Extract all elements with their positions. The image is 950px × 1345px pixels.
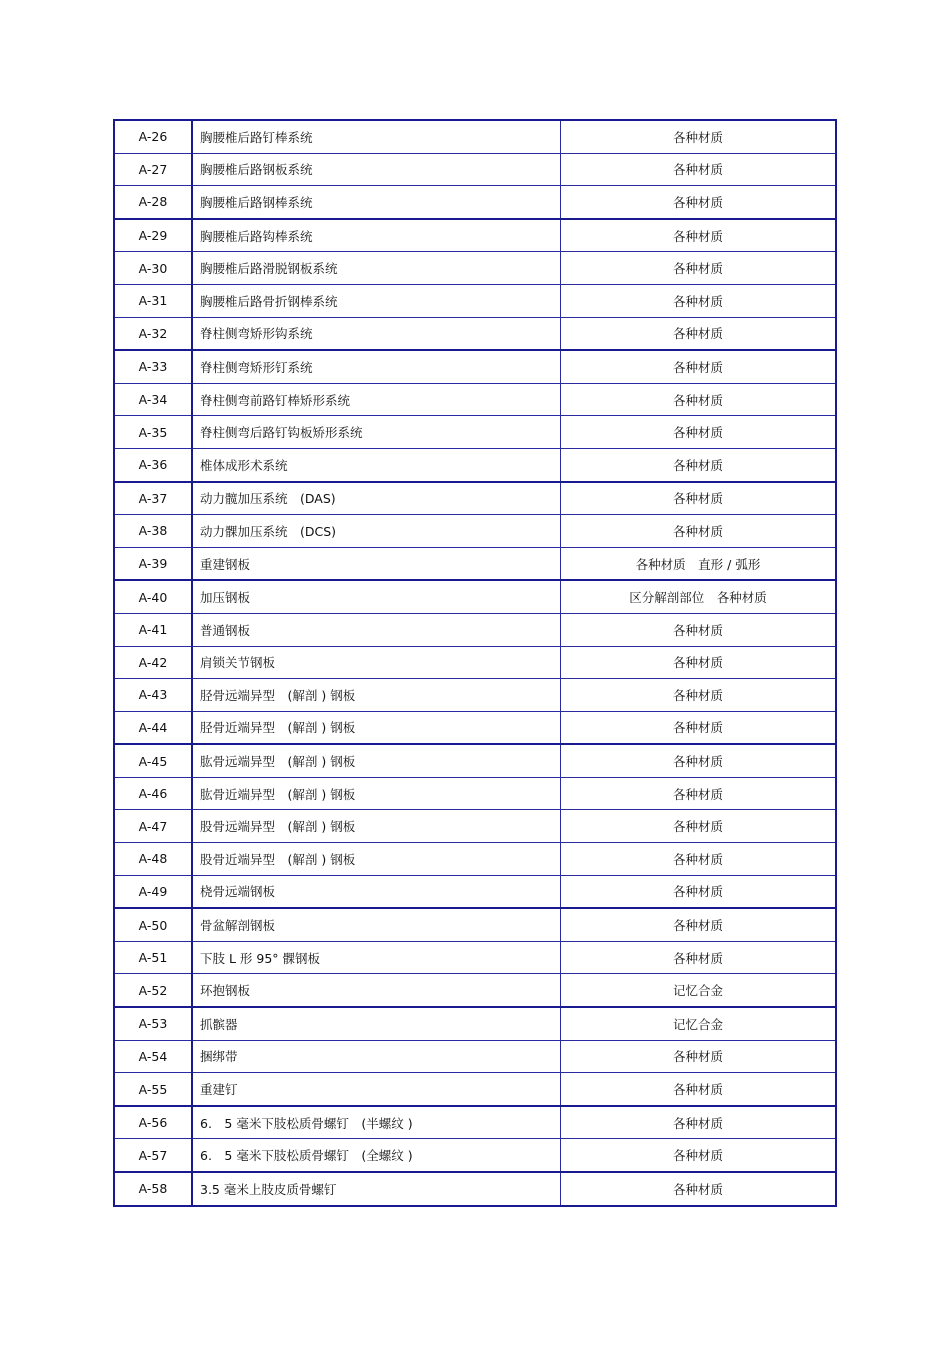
material-cell: 各种材质 [561,744,837,777]
material-cell: 各种材质 [561,810,837,843]
material-cell: 各种材质 [561,383,837,416]
code-cell: A-40 [114,580,192,613]
material-cell: 各种材质 [561,252,837,285]
code-cell: A-54 [114,1040,192,1073]
name-cell: 肱骨近端异型 (解剖 ) 钢板 [192,777,561,810]
table-row [114,843,836,876]
name-cell: 脊柱侧弯后路钉钩板矫形系统 [192,416,561,449]
table-row [114,547,836,580]
code-cell: A-58 [114,1172,192,1206]
material-cell: 各种材质 [561,448,837,481]
material-cell: 各种材质 [561,284,837,317]
code-cell: A-46 [114,777,192,810]
table-row [114,1139,836,1172]
table-row [114,1106,836,1139]
name-cell: 动力髋加压系统 (DAS) [192,482,561,515]
name-cell: 胫骨远端异型 (解剖 ) 钢板 [192,679,561,712]
material-cell: 各种材质 [561,416,837,449]
name-cell: 重建钉 [192,1073,561,1106]
table-row [114,383,836,416]
material-cell: 各种材质 [561,350,837,383]
material-cell: 各种材质 [561,515,837,548]
name-cell: 椎体成形术系统 [192,448,561,481]
code-cell: A-30 [114,252,192,285]
table-row [114,1073,836,1106]
table-row [114,350,836,383]
table-row [114,580,836,613]
code-cell: A-36 [114,448,192,481]
code-cell: A-35 [114,416,192,449]
table-row [114,219,836,252]
name-cell: 动力髁加压系统 (DCS) [192,515,561,548]
table-row [114,941,836,974]
code-cell: A-39 [114,547,192,580]
name-cell: 3.5 毫米上肢皮质骨螺钉 [192,1172,561,1206]
table-row [114,908,836,941]
table-row [114,482,836,515]
table-row [114,284,836,317]
name-cell: 脊柱侧弯前路钉棒矫形系统 [192,383,561,416]
code-cell: A-29 [114,219,192,252]
table-row [114,448,836,481]
code-cell: A-53 [114,1007,192,1040]
code-cell: A-50 [114,908,192,941]
code-cell: A-45 [114,744,192,777]
material-cell: 各种材质 [561,1073,837,1106]
table-row [114,153,836,186]
name-cell: 胸腰椎后路钩棒系统 [192,219,561,252]
table-row [114,416,836,449]
table-row [114,515,836,548]
name-cell: 重建钢板 [192,547,561,580]
code-cell: A-32 [114,317,192,350]
name-cell: 肱骨远端异型 (解剖 ) 钢板 [192,744,561,777]
name-cell: 胸腰椎后路钉棒系统 [192,120,561,153]
code-cell: A-44 [114,711,192,744]
name-cell: 6. 5 毫米下肢松质骨螺钉 (全螺纹 ) [192,1139,561,1172]
code-cell: A-48 [114,843,192,876]
material-cell: 各种材质 [561,646,837,679]
name-cell: 股骨远端异型 (解剖 ) 钢板 [192,810,561,843]
table-row [114,744,836,777]
code-cell: A-26 [114,120,192,153]
material-cell: 各种材质 [561,941,837,974]
name-cell: 胸腰椎后路滑脱钢板系统 [192,252,561,285]
name-cell: 胸腰椎后路钢棒系统 [192,186,561,219]
table-row [114,810,836,843]
code-cell: A-43 [114,679,192,712]
table-row [114,1007,836,1040]
name-cell: 桡骨远端钢板 [192,875,561,908]
table-row [114,679,836,712]
material-cell: 各种材质 直形 / 弧形 [561,547,837,580]
name-cell: 脊柱侧弯矫形钩系统 [192,317,561,350]
material-cell: 各种材质 [561,153,837,186]
code-cell: A-41 [114,613,192,646]
code-cell: A-56 [114,1106,192,1139]
name-cell: 股骨近端异型 (解剖 ) 钢板 [192,843,561,876]
table-row [114,252,836,285]
name-cell: 胸腰椎后路骨折钢棒系统 [192,284,561,317]
material-cell: 各种材质 [561,777,837,810]
code-cell: A-37 [114,482,192,515]
material-cell: 各种材质 [561,613,837,646]
table-row [114,777,836,810]
material-cell: 各种材质 [561,317,837,350]
table-row [114,613,836,646]
implant-table [113,119,837,1207]
code-cell: A-42 [114,646,192,679]
material-cell: 各种材质 [561,1139,837,1172]
material-cell: 各种材质 [561,679,837,712]
material-cell: 各种材质 [561,482,837,515]
table-row [114,120,836,153]
code-cell: A-57 [114,1139,192,1172]
material-cell: 各种材质 [561,186,837,219]
table-row [114,711,836,744]
implant-table-body [114,120,836,1206]
material-cell: 各种材质 [561,875,837,908]
material-cell: 各种材质 [561,219,837,252]
code-cell: A-33 [114,350,192,383]
code-cell: A-49 [114,875,192,908]
name-cell: 胸腰椎后路钢板系统 [192,153,561,186]
name-cell: 6. 5 毫米下肢松质骨螺钉 (半螺纹 ) [192,1106,561,1139]
material-cell: 各种材质 [561,843,837,876]
material-cell: 区分解剖部位 各种材质 [561,580,837,613]
material-cell: 各种材质 [561,120,837,153]
name-cell: 脊柱侧弯矫形钉系统 [192,350,561,383]
name-cell: 加压钢板 [192,580,561,613]
code-cell: A-34 [114,383,192,416]
material-cell: 各种材质 [561,908,837,941]
material-cell: 各种材质 [561,711,837,744]
code-cell: A-27 [114,153,192,186]
name-cell: 抓髌器 [192,1007,561,1040]
table-row [114,186,836,219]
code-cell: A-38 [114,515,192,548]
name-cell: 普通钢板 [192,613,561,646]
material-cell: 记忆合金 [561,974,837,1007]
code-cell: A-47 [114,810,192,843]
table-row [114,974,836,1007]
material-cell: 记忆合金 [561,1007,837,1040]
code-cell: A-31 [114,284,192,317]
material-cell: 各种材质 [561,1172,837,1206]
table-row [114,875,836,908]
table-row [114,1040,836,1073]
material-cell: 各种材质 [561,1040,837,1073]
name-cell: 肩锁关节钢板 [192,646,561,679]
name-cell: 下肢 L 形 95° 髁钢板 [192,941,561,974]
implant-table-container [113,119,837,1207]
name-cell: 捆绑带 [192,1040,561,1073]
code-cell: A-55 [114,1073,192,1106]
material-cell: 各种材质 [561,1106,837,1139]
code-cell: A-51 [114,941,192,974]
name-cell: 胫骨近端异型 (解剖 ) 钢板 [192,711,561,744]
code-cell: A-52 [114,974,192,1007]
name-cell: 骨盆解剖钢板 [192,908,561,941]
table-row [114,646,836,679]
code-cell: A-28 [114,186,192,219]
table-row [114,1172,836,1206]
name-cell: 环抱钢板 [192,974,561,1007]
table-row [114,317,836,350]
